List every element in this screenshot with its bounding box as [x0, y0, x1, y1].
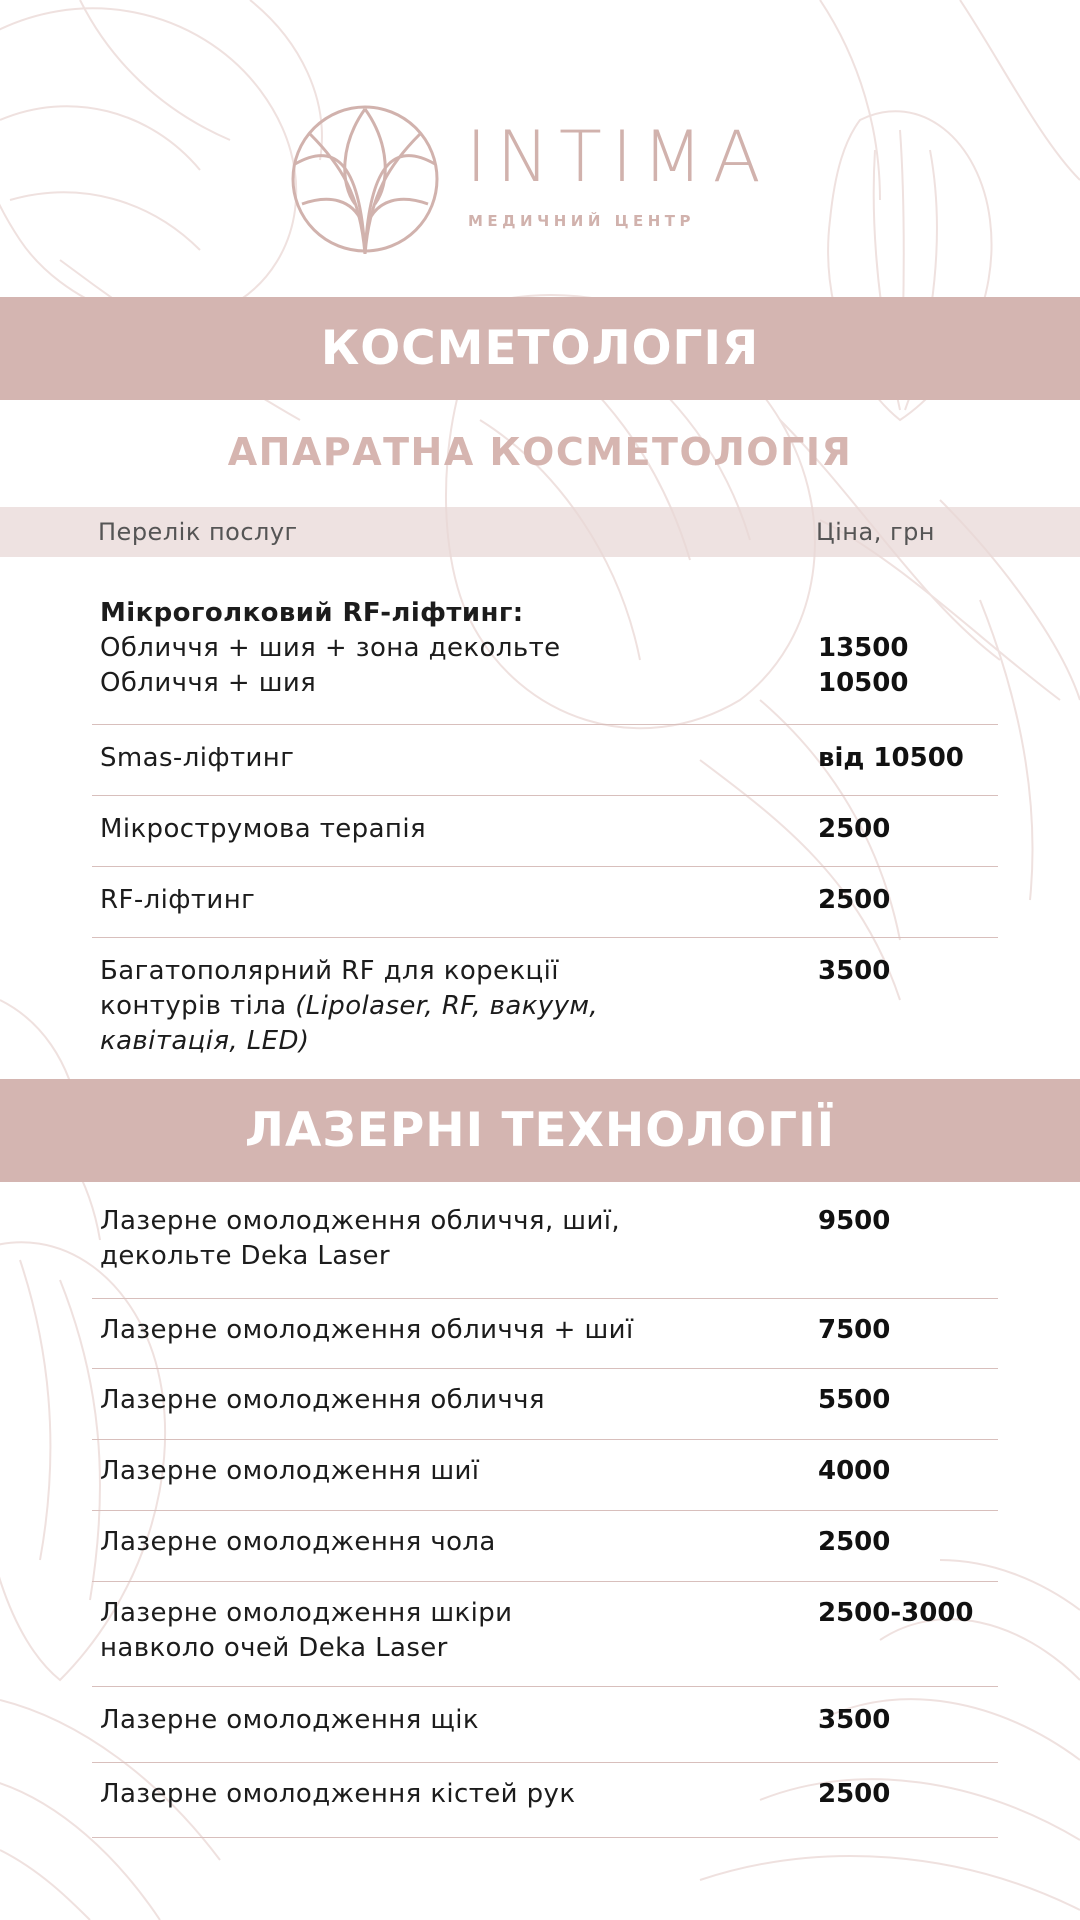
list-item [92, 1299, 998, 1369]
section-title-laser: ЛАЗЕРНІ ТЕХНОЛОГІЇ [0, 1079, 1080, 1182]
laser-list [92, 1198, 998, 1838]
service-name: Багатополярний RF для корекції [100, 956, 559, 986]
service-price: 5500 [818, 1385, 891, 1415]
service-price: 2500-3000 [818, 1598, 974, 1628]
service-price: від 10500 [818, 743, 964, 773]
service-price: 2500 [818, 1779, 891, 1809]
logo [290, 104, 790, 256]
service-price: 4000 [818, 1456, 891, 1486]
service-name: Лазерне омолодження обличчя, шиї, [100, 1206, 621, 1236]
service-name: Лазерне омолодження обличчя + шиї [100, 1315, 634, 1345]
list-item [92, 1511, 998, 1582]
service-price: 3500 [818, 1705, 891, 1735]
service-name: Обличчя + шия + зона декольте [100, 633, 561, 663]
service-name: навколо очей Deka Laser [100, 1633, 448, 1663]
subsection-title-hardware-cosmetology: АПАРАТНА КОСМЕТОЛОГІЯ [227, 430, 853, 474]
service-name: Обличчя + шия [100, 668, 317, 698]
service-price: 2500 [818, 885, 891, 915]
column-header-service: Перелік послуг [98, 518, 298, 546]
service-price: 9500 [818, 1206, 891, 1236]
list-item [92, 867, 998, 938]
service-name: Лазерне омолодження обличчя [100, 1385, 545, 1415]
column-header-price: Ціна, грн [816, 518, 935, 546]
service-name: декольте Deka Laser [100, 1241, 390, 1271]
service-price: 2500 [818, 814, 891, 844]
list-item [92, 796, 998, 867]
service-name: Лазерне омолодження шкіри [100, 1598, 513, 1628]
list-item [92, 1369, 998, 1440]
service-name: RF-ліфтинг [100, 885, 256, 915]
list-item [92, 1763, 998, 1838]
service-price: 13500 [818, 633, 909, 663]
brand-subtitle: МЕДИЧНИЙ ЦЕНТР [468, 212, 696, 230]
list-item [92, 1440, 998, 1511]
service-name: контурів тіла [100, 991, 287, 1021]
list-item [92, 1582, 998, 1687]
list-item [92, 1687, 998, 1763]
service-note: (Lipolaser, RF, вакуум, [295, 991, 599, 1021]
section-title-cosmetology: КОСМЕТОЛОГІЯ [0, 297, 1080, 400]
service-price: 10500 [818, 668, 909, 698]
service-name: Лазерне омолодження кістей рук [100, 1779, 576, 1809]
cosmetology-list [92, 596, 998, 1080]
service-price: 2500 [818, 1527, 891, 1557]
service-name: Smas-ліфтинг [100, 743, 295, 773]
list-item [92, 725, 998, 796]
service-note: кавітація, LED) [100, 1026, 310, 1056]
brand-name: INTIMA [466, 116, 771, 198]
service-name: Лазерне омолодження щік [100, 1705, 479, 1735]
list-item [92, 596, 998, 725]
intima-logo-mark [290, 104, 440, 254]
service-name: Мікрострумова терапія [100, 814, 426, 844]
service-price: 3500 [818, 956, 891, 986]
list-item [92, 938, 998, 1080]
service-group-title: Мікроголковий RF-ліфтинг: [100, 598, 524, 628]
column-header-bar [0, 507, 1080, 557]
service-name: Лазерне омолодження чола [100, 1527, 496, 1557]
list-item [92, 1198, 998, 1299]
service-name: Лазерне омолодження шиї [100, 1456, 480, 1486]
service-price: 7500 [818, 1315, 891, 1345]
